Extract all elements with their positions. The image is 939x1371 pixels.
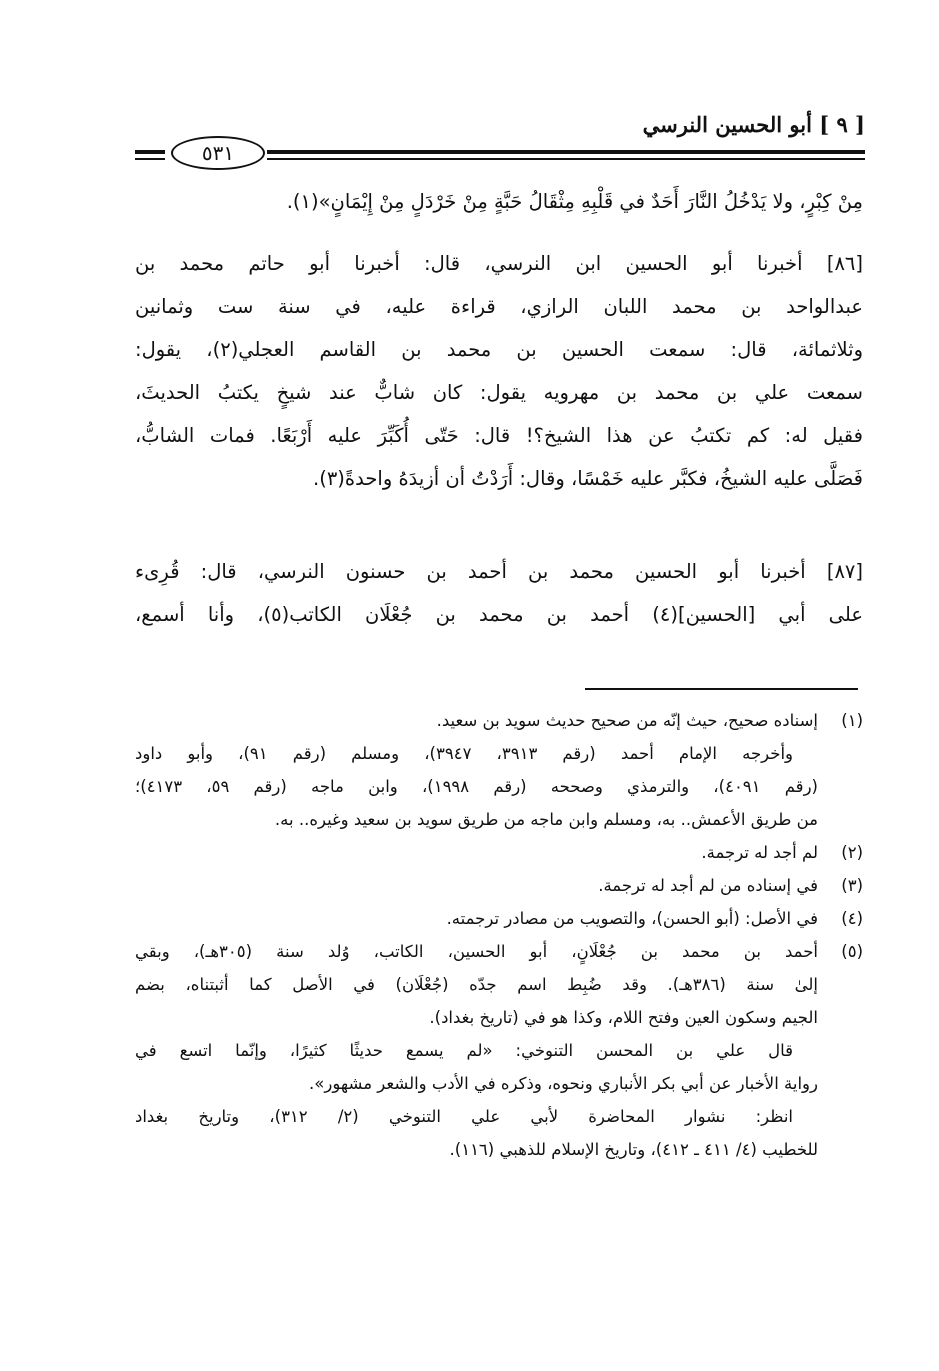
footnote-line: من طريق الأعمش.. به، ومسلم وابن ماجه من طريق سويد بن سعيد وغيره.. به. [274, 810, 818, 829]
page-number: ٥٣١ [171, 136, 265, 170]
paragraph-87 [135, 550, 863, 636]
footnote-2 [135, 836, 863, 869]
footnote-number: (٤) [841, 909, 863, 928]
chapter-title: [ ٩ ] أبو الحسين النرسي [642, 112, 865, 137]
paragraph-86 [135, 242, 863, 500]
header-rule-thin [267, 158, 865, 160]
page-header [135, 112, 865, 167]
text-line: سمعت علي بن محمد بن مهرويه يقول: كان شابٌّ عند شيخٍ يكتبُ الحديثَ، [135, 381, 863, 404]
footnote-line: للخطيب (٤/ ٤١١ ـ ٤١٢)، وتاريخ الإسلام للذهبي (١١٦). [449, 1140, 818, 1159]
footnote-1 [135, 704, 863, 836]
footnotes [135, 704, 863, 1166]
footnote-separator [585, 688, 858, 690]
text-line: [٨٧] أخبرنا أبو الحسين محمد بن أحمد بن حسنون النرسي، قال: قُرِىء [135, 560, 863, 583]
paragraph-continuation [135, 180, 863, 223]
footnote-line: إسناده صحيح، حيث إنّه من صحيح حديث سويد بن سعيد. [436, 711, 818, 730]
footnote-5 [135, 935, 863, 1166]
footnote-line: قال علي بن المحسن التنوخي: «لم يسمع حديثًا كثيرًا، وإنّما اتسع في [135, 1041, 793, 1060]
footnote-number: (٥) [841, 942, 863, 961]
footnote-line: في الأصل: (أبو الحسن)، والتصويب من مصادر ترجمته. [446, 909, 818, 928]
footnote-line: في إسناده من لم أجد له ترجمة. [598, 876, 818, 895]
footnote-line: إلىٰ سنة (٣٨٦هـ). وقد ضُبِط اسم جدّه (جُعْلَان) في الأصل كما أثبتناه، بضم [135, 975, 818, 994]
footnote-number: (٣) [841, 876, 863, 895]
text-line: على أبي [الحسين](٤) أحمد بن محمد بن جُعْلَان الكاتب(٥)، وأنا أسمع، [135, 603, 863, 626]
footnote-line: رواية الأخبار عن أبي بكر الأنباري ونحوه، وذكره في الأدب والشعر مشهور». [309, 1074, 818, 1093]
header-rule-left-thin [135, 158, 165, 160]
text-line: عبدالواحد بن محمد اللبان الرازي، قراءة عليه، في سنة ست وثمانين [135, 295, 863, 318]
footnote-line: أحمد بن محمد بن جُعْلَانٍ، أبو الحسين، الكاتب، وُلد سنة (٣٠٥هـ)، وبقي [135, 942, 819, 961]
footnote-3 [135, 869, 863, 902]
footnote-number: (٢) [841, 843, 863, 862]
footnote-number: (١) [841, 711, 863, 730]
footnote-line: لم أجد له ترجمة. [701, 843, 818, 862]
text-line: فقيل له: كم تكتبُ عن هذا الشيخ؟! قال: حَتّى أُكَبِّرَ عليه أَرْبَعًا. فمات الشابُّ، [135, 424, 863, 447]
footnote-line: انظر: نشوار المحاضرة لأبي علي التنوخي (٢/ ٣١٢)، وتاريخ بغداد [135, 1107, 793, 1126]
text-line: فَصَلَّى عليه الشيخُ، فكبَّر عليه خَمْسًا، وقال: أَرَدْتُ أن أزيدَهُ واحدةً(٣). [313, 467, 863, 490]
text-line: مِنْ كِبْرٍ، ولا يَدْخُلُ النَّارَ أَحَدٌ في قَلْبِهِ مِثْقَالُ حَبَّةٍ مِنْ خَرْدَلٍ مِنْ إِيْمَانٍ»(١). [286, 190, 863, 213]
text-line: [٨٦] أخبرنا أبو الحسين ابن النرسي، قال: أخبرنا أبو حاتم محمد بن [135, 252, 863, 275]
footnote-line: الجيم وسكون العين وفتح اللام، وكذا هو في (تاريخ بغداد). [429, 1008, 818, 1027]
header-rule-left [135, 150, 165, 154]
header-rule [267, 150, 865, 154]
footnote-line: (رقم ٤٠٩١)، والترمذي وصححه (رقم ١٩٩٨)، وابن ماجه (رقم ٥٩، ٤١٧٣)؛ [135, 777, 818, 796]
footnote-4 [135, 902, 863, 935]
text-line: وثلاثمائة، قال: سمعت الحسين بن محمد بن القاسم العجلي(٢)، يقول: [135, 338, 863, 361]
footnote-line: وأخرجه الإمام أحمد (رقم ٣٩١٣، ٣٩٤٧)، ومسلم (رقم ٩١)، وأبو داود [135, 744, 793, 763]
